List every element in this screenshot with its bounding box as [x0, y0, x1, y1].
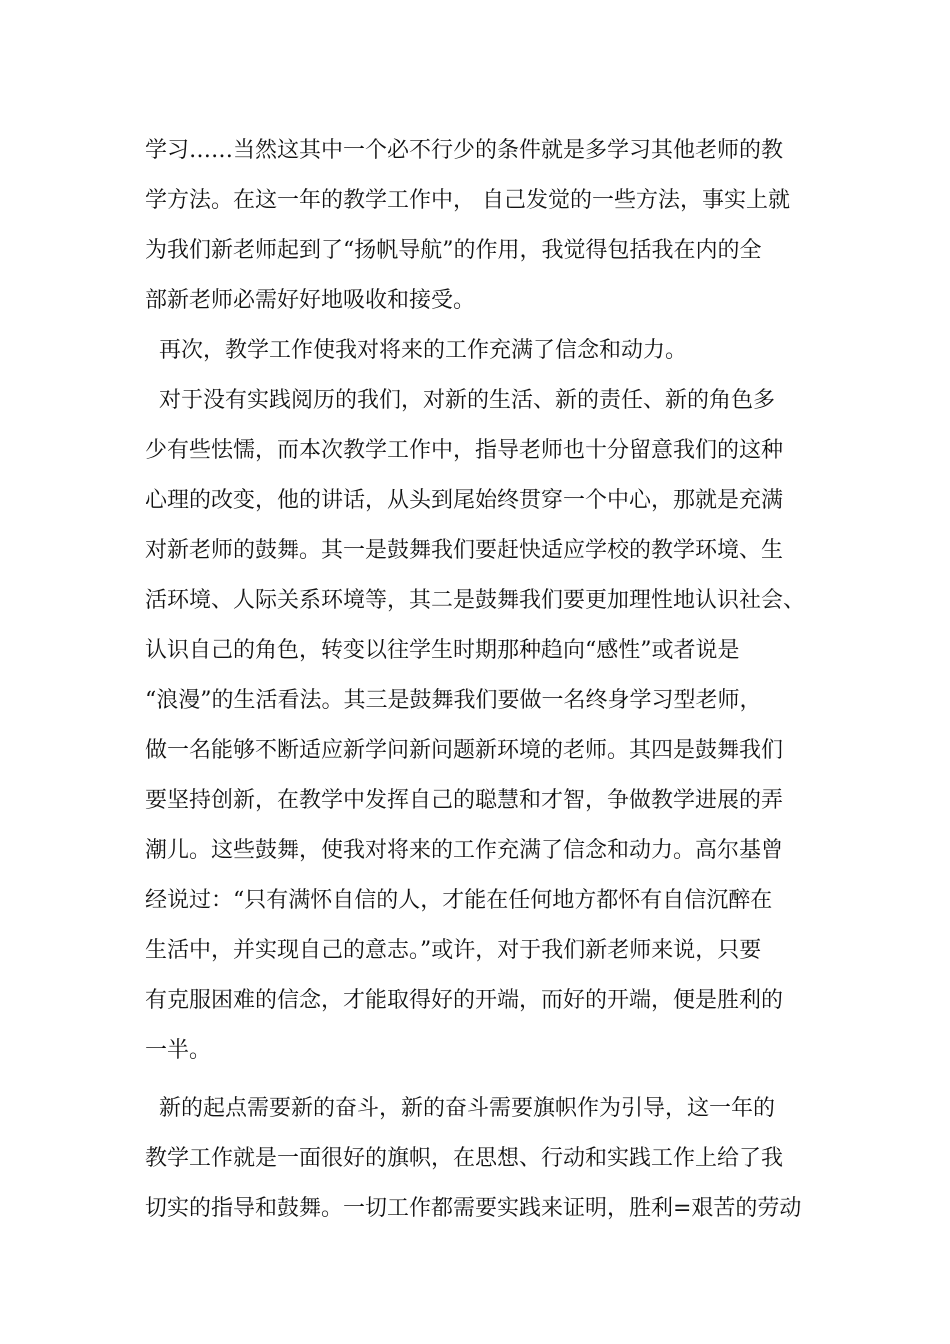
text-line: 有克服困难的信念，才能取得好的开端，而好的开端，便是胜利的 — [145, 988, 784, 1013]
text-line: 认识自己的角色，转变以往学生时期那种趋向“感性”或者说是 — [145, 638, 740, 663]
text-line: 心理的改变，他的讲话，从头到尾始终贯穿一个中心，那就是充满 — [145, 488, 784, 513]
document-body — [145, 126, 810, 1234]
text-line: 部新老师必需好好地吸收和接受。 — [145, 288, 476, 313]
text-line: 生活中，并实现自己的意志。”或许，对于我们新老师来说，只要 — [145, 938, 762, 963]
text-line: 一半。 — [145, 1038, 212, 1063]
text-line: 为我们新老师起到了“扬帆导航”的作用，我觉得包括我在内的全 — [145, 238, 762, 263]
text-line: 要坚持创新，在教学中发挥自己的聪慧和才智，争做教学进展的弄 — [145, 788, 784, 813]
text-line: 对于没有实践阅历的我们，对新的生活、新的责任、新的角色多 — [145, 388, 775, 413]
text-line: 潮儿。这些鼓舞，使我对将来的工作充满了信念和动力。高尔基曾 — [145, 838, 784, 863]
text-line: 少有些怯懦，而本次教学工作中，指导老师也十分留意我们的这种 — [145, 438, 784, 463]
text-line: 学方法。在这一年的教学工作中， 自己发觉的一些方法，事实上就 — [145, 188, 790, 213]
text-line: 切实的指导和鼓舞。一切工作都需要实践来证明，胜利=艰苦的劳动 — [145, 1196, 802, 1221]
text-line: 再次，教学工作使我对将来的工作充满了信念和动力。 — [145, 338, 687, 363]
text-line: 做一名能够不断适应新学问新问题新环境的老师。其四是鼓舞我们 — [145, 738, 784, 763]
text-line: 学习……当然这其中一个必不行少的条件就是多学习其他老师的教 — [145, 138, 784, 163]
text-line: 新的起点需要新的奋斗，新的奋斗需要旗帜作为引导，这一年的 — [145, 1096, 775, 1121]
text-line: “浪漫”的生活看法。其三是鼓舞我们要做一名终身学习型老师， — [145, 688, 762, 713]
text-line: 对新老师的鼓舞。其一是鼓舞我们要赶快适应学校的教学环境、生 — [145, 538, 784, 563]
text-line: 教学工作就是一面很好的旗帜，在思想、行动和实践工作上给了我 — [145, 1146, 784, 1171]
text-line: 经说过：“只有满怀自信的人，才能在任何地方都怀有自信沉醉在 — [145, 888, 773, 913]
text-line: 活环境、人际关系环境等，其二是鼓舞我们要更加理性地认识社会、 — [145, 588, 806, 613]
